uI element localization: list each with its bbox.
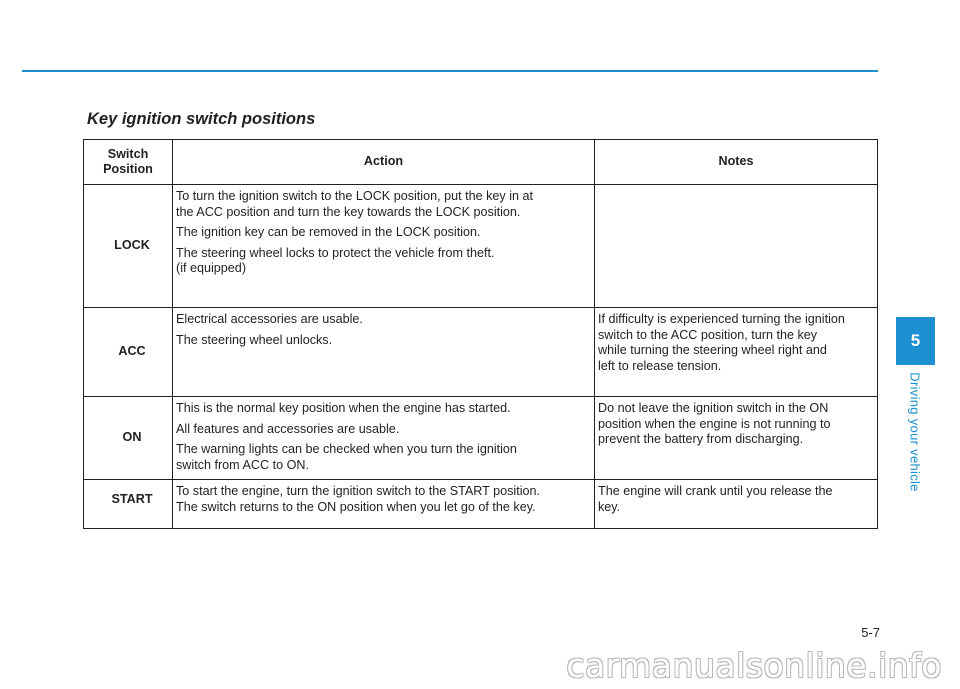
action-cell: [173, 308, 595, 397]
column-header-position: Switch Position: [84, 140, 173, 185]
action-cell: [173, 397, 595, 480]
notes-text: Do not leave the ignition switch in the ON position when the engine is not running to prevent the battery from discharging.: [598, 401, 831, 446]
notes-text: The engine will crank until you release the key.: [598, 484, 833, 514]
notes-cell: [595, 480, 878, 529]
position-cell: ACC: [84, 308, 173, 397]
watermark: carmanualsonline.info: [566, 646, 942, 685]
action-text: All features and accessories are usable.: [176, 421, 400, 436]
action-text: The steering wheel locks to protect the vehicle from theft. (if equipped): [176, 245, 495, 275]
action-text: The steering wheel unlocks.: [176, 332, 333, 347]
chapter-label: Driving your vehicle: [907, 372, 923, 492]
position-cell: START: [84, 480, 173, 529]
table-row-start: [84, 480, 878, 529]
action-text: Electrical accessories are usable.: [176, 312, 363, 326]
position-cell: ON: [84, 397, 173, 480]
position-cell: LOCK: [84, 185, 173, 308]
table-header-row: [84, 140, 878, 185]
action-text: To turn the ignition switch to the LOCK position, put the key in at the ACC position and turn the key towards the LOCK position.: [176, 189, 534, 219]
action-cell: [173, 480, 595, 529]
column-header-notes: Notes: [595, 140, 878, 185]
action-text: The ignition key can be removed in the LOCK position.: [176, 225, 481, 239]
ignition-positions-table: [83, 139, 878, 529]
column-header-action: Action: [173, 140, 595, 185]
action-text: To start the engine, turn the ignition switch to the START position. The switch returns to the ON position when you let go of the key.: [176, 484, 541, 514]
header-rule: [22, 70, 878, 72]
action-text: The warning lights can be checked when you turn the ignition switch from ACC to ON.: [176, 442, 517, 472]
notes-cell: [595, 308, 878, 397]
table-row-acc: [84, 308, 878, 397]
table-row-lock: [84, 185, 878, 308]
table-row-on: [84, 397, 878, 480]
notes-cell: [595, 185, 878, 308]
notes-cell: [595, 397, 878, 480]
notes-text: If difficulty is experienced turning the ignition switch to the ACC position, turn the key while turning the steering wheel right and left to release tension.: [598, 312, 845, 373]
chapter-number-tab: 5: [896, 317, 935, 365]
action-cell: [173, 185, 595, 308]
action-text: This is the normal key position when the engine has started.: [176, 401, 511, 415]
page-number: 5-7: [861, 625, 880, 640]
section-title: Key ignition switch positions: [87, 110, 316, 128]
